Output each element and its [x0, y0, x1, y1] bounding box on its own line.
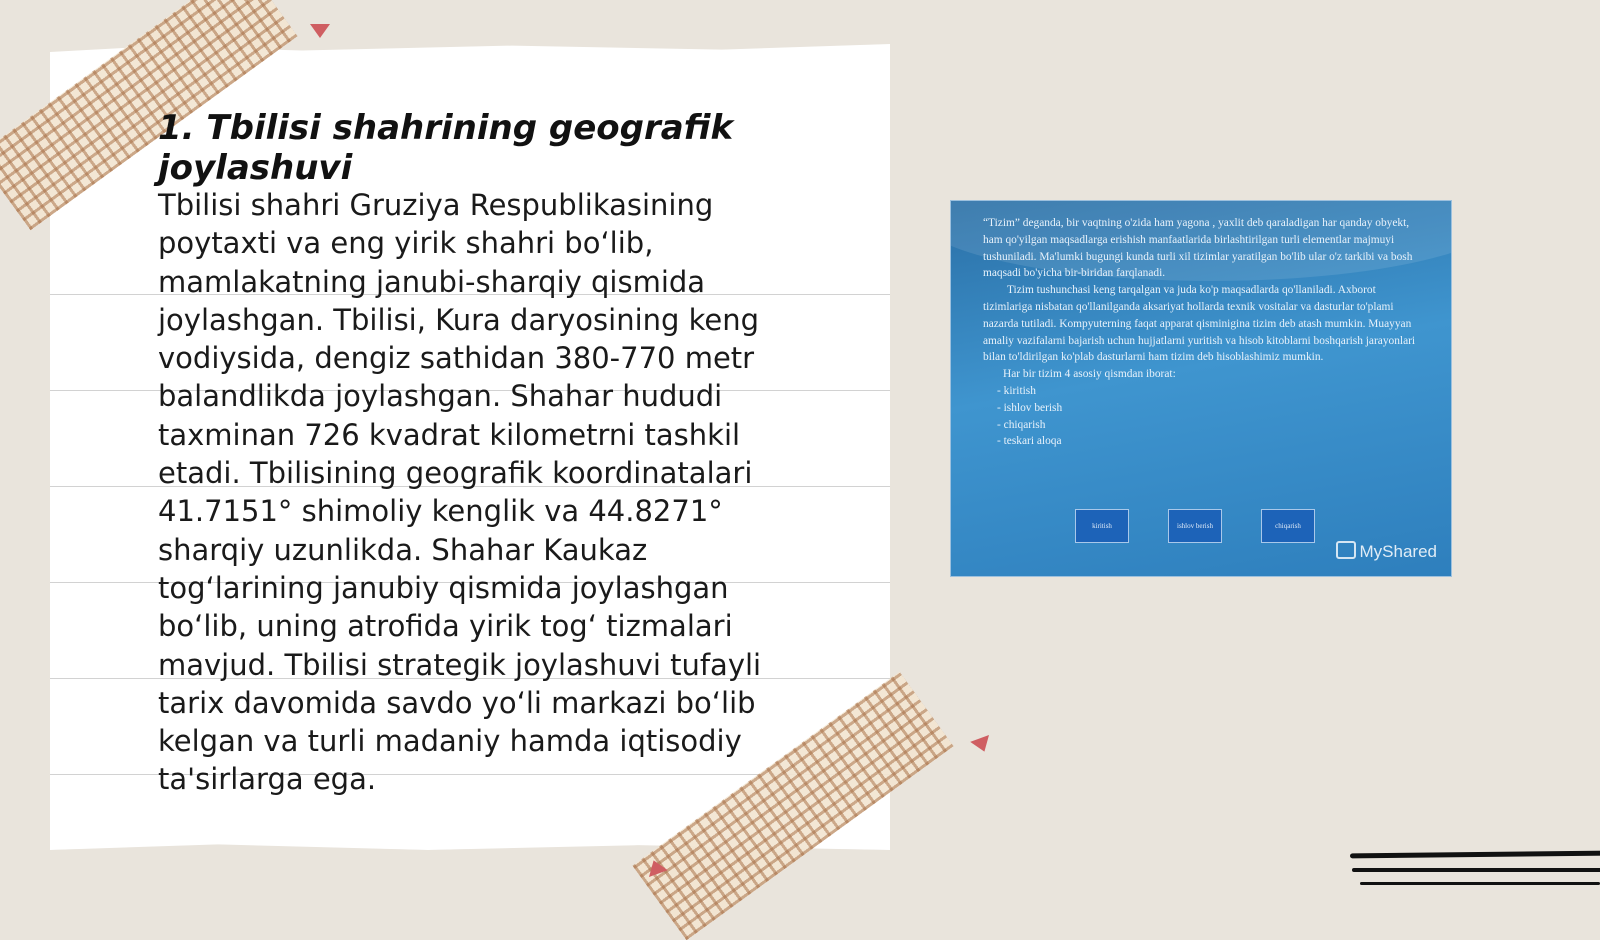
decorative-brush-stroke	[1352, 868, 1600, 872]
thumbnail-diagram-box: chiqarish	[1261, 509, 1315, 543]
pin-icon	[310, 24, 330, 38]
thumbnail-paragraph: Har bir tizim 4 asosiy qismdan iborat:	[1003, 368, 1176, 381]
slide-body-text: Tbilisi shahri Gruziya Respublikasining poytaxti va eng yirik shahri bo‘lib, mamlakatning janubi-sharqiy qismida joylashgan. Tbilisi, Kura daryosining keng vodiysida, dengiz sathidan 380-770 metr balandlikda joylashgan. Shahar hududi taxminan 726 kvadrat kilometrni tashkil etadi. Tbilisining geografik koordinatalari 41.7151° shimoliy kenglik va 44.8271° sharqiy uzunlikda. Shahar Kaukaz tog‘larining janubiy qismida joylashgan bo‘lib, uning atrofida yirik tog‘ tizmalari mavjud. Tbilisi strategik joylashuvi tufayli tarix davomida savdo yo‘li markazi bo‘lib kelgan va turli madaniy hamda iqtisodiy ta'sirlarga ega.	[158, 188, 762, 797]
pin-icon	[970, 735, 994, 755]
thumbnail-diagram-box: ishlov berish	[1168, 509, 1222, 543]
decorative-brush-stroke	[1360, 882, 1600, 885]
thumbnail-diagram-box: kiritish	[1075, 509, 1129, 543]
thumbnail-list-item: - teskari aloqa	[997, 435, 1062, 448]
decorative-brush-stroke	[1350, 851, 1600, 859]
thumbnail-text	[983, 215, 1423, 450]
thumbnail-list-item: - chiqarish	[997, 418, 1046, 431]
watermark-label: MyShared	[1359, 542, 1437, 561]
thumbnail-paragraph: Tizim tushunchasi keng tarqalgan va juda ko'p maqsadlarda qo'llaniladi. Axborot tizimlariga nisbatan qo'llanilganda aksariyat hollarda texnik vositalar va dasturlar to'plami nazarda tutiladi. Kompyuterning faqat apparat qisminigina tizim deb atash mumkin. Muayyan amaliy vazifalarni bajarish uchun hujjatlarni yuritish va hisob kitoblarni boshqarish jarayonlari bilan to'ldirilgan ko'plab dasturlarni ham tizim deb hisoblashimiz mumkin.	[983, 284, 1416, 364]
thumbnail-list-item: - kiritish	[997, 384, 1036, 397]
slide-title: 1. Tbilisi shahrining geografik joylashuvi	[158, 108, 734, 188]
watermark	[1336, 541, 1437, 562]
embedded-slide-image	[950, 200, 1452, 577]
thumbnail-paragraph: “Tizim” deganda, bir vaqtning o'zida ham yagona , yaxlit deb qaraladigan har qanday obyekt, ham qo'yilgan maqsadlarga erishish manfaatlarida birlashtirilgan turli elementlar majmuyi tushuniladi. Ma'lumki bugungi kunda turli xil tizimlar yaratilgan bo'lib ular o'z tarkibi va bosh maqsadi bo'yicha bir-biridan farqlanadi.	[983, 217, 1413, 280]
presentation-icon	[1336, 541, 1356, 559]
thumbnail-list-item: - ishlov berish	[997, 401, 1063, 414]
